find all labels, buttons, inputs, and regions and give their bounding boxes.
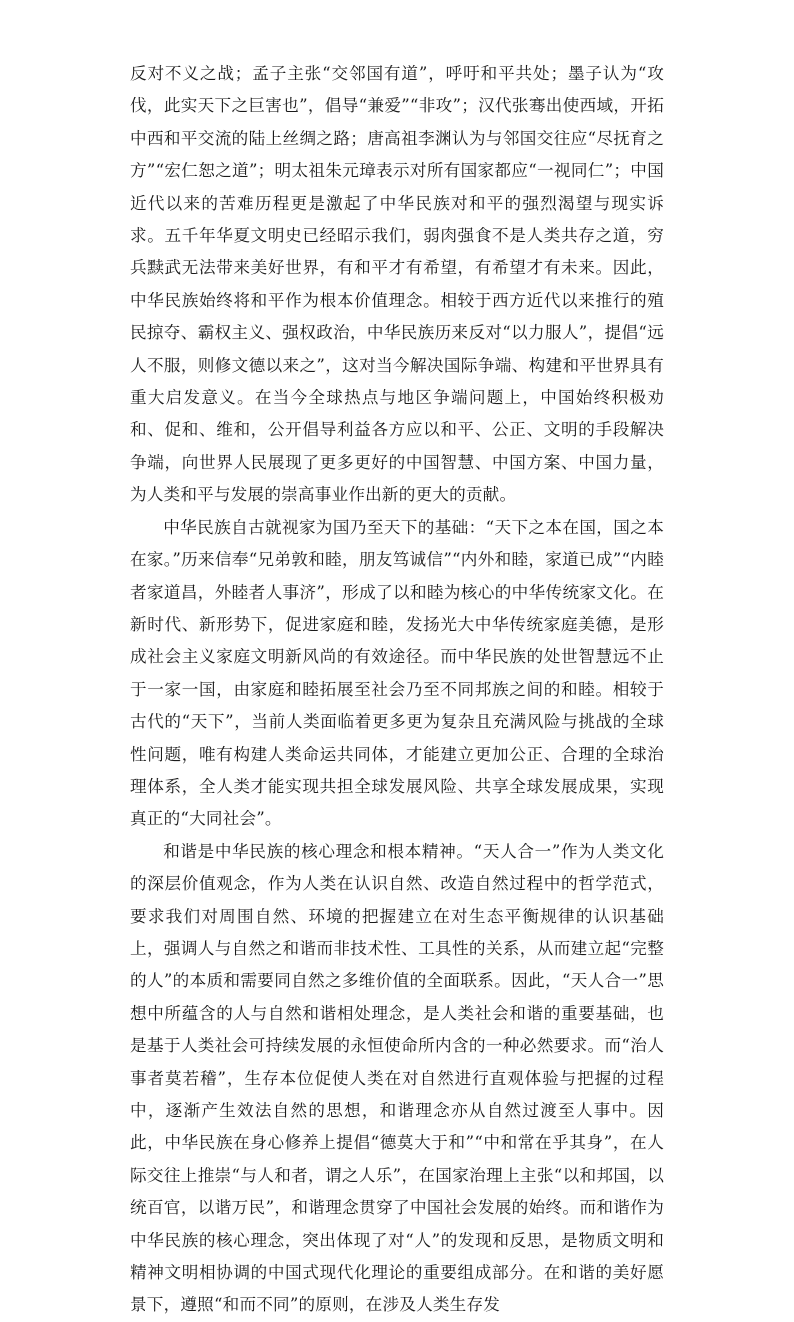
paragraph-peace: 反对不义之战；孟子主张“交邻国有道”，呼吁和平共处；墨子认为“攻伐，此实天下之巨害也”，倡导“兼爱”“非攻”；汉代张骞出使西域，开拓中西和平交流的陆上丝绸之路；唐高祖李渊认为与邻国交往应“尽抚育之方”“宏仁恕之道”；明太祖朱元璋表示对所有国家都应“一视同仁”；中国近代以来的苦难历程更是激起了中华民族对和平的强烈渴望与现实诉求。五千年华夏文明史已经昭示我们，弱肉强食不是人类共存之道，穷兵黩武无法带来美好世界，有和平才有希望，有希望才有未来。因此，中华民族始终将和平作为根本价值理念。相较于西方近代以来推行的殖民掠夺、霸权主义、强权政治，中华民族历来反对“以力服人”，提倡“远人不服，则修文德以来之”，这对当今解决国际争端、构建和平世界具有重大启发意义。在当今全球热点与地区争端问题上，中国始终积极劝和、促和、维和，公开倡导利益各方应以和平、公正、文明的手段解决争端，向世界人民展现了更多更好的中国智慧、中国方案、中国力量，为人类和平与发展的崇高事业作出新的更大的贡献。: [130, 64, 664, 505]
paragraph-family: 中华民族自古就视家为国乃至天下的基础：“天下之本在国，国之本在家。”历来信奉“兄弟敦和睦，朋友笃诚信”“内外和睦，家道已成”“内睦者家道昌，外睦者人事济”，形成了以和睦为核心的中华传统家文化。在新时代、新形势下，促进家庭和睦，发扬光大中华传统家庭美德，是形成社会主义家庭文明新风尚的有效途径。而中华民族的处世智慧远不止于一家一国，由家庭和睦拓展至社会乃至不同邦族之间的和睦。相较于古代的“天下”，当前人类面临着更多更为复杂且充满风险与挑战的全球性问题，唯有构建人类命运共同体，才能建立更加公正、合理的全球治理体系，全人类才能实现共担全球发展风险、共享全球发展成果，实现真正的“大同社会”。: [130, 517, 664, 829]
paragraph-harmony: 和谐是中华民族的核心理念和根本精神。“天人合一”作为人类文化的深层价值观念，作为人类在认识自然、改造自然过程中的哲学范式，要求我们对周围自然、环境的把握建立在对生态平衡规律的认识基础上，强调人与自然之和谐而非技术性、工具性的关系，从而建立起“完整的人”的本质和需要同自然之多维价值的全面联系。因此，“天人合一”思想中所蕴含的人与自然和谐相处理念，是人类社会和谐的重要基础，也是基于人类社会可持续发展的永恒使命所内含的一种必然要求。而“治人事者莫若稽”，生存本位促使人类在对自然进行直观体验与把握的过程中，逐渐产生效法自然的思想，和谐理念亦从自然过渡至人事中。因此，中华民族在身心修养上提倡“德莫大于和”“中和常在乎其身”，在人际交往上推崇“与人和者，谓之人乐”，在国家治理上主张“以和邦国，以统百官，以谐万民”，和谐理念贯穿了中国社会发展的始终。而和谐作为中华民族的核心理念，突出体现了对“人”的发现和反思，是物质文明和精神文明相协调的中国式现代化理论的重要组成部分。在和谐的美好愿景下，遵照“和而不同”的原则，在涉及人类生存发: [130, 841, 664, 1315]
document-body: [130, 58, 664, 1322]
